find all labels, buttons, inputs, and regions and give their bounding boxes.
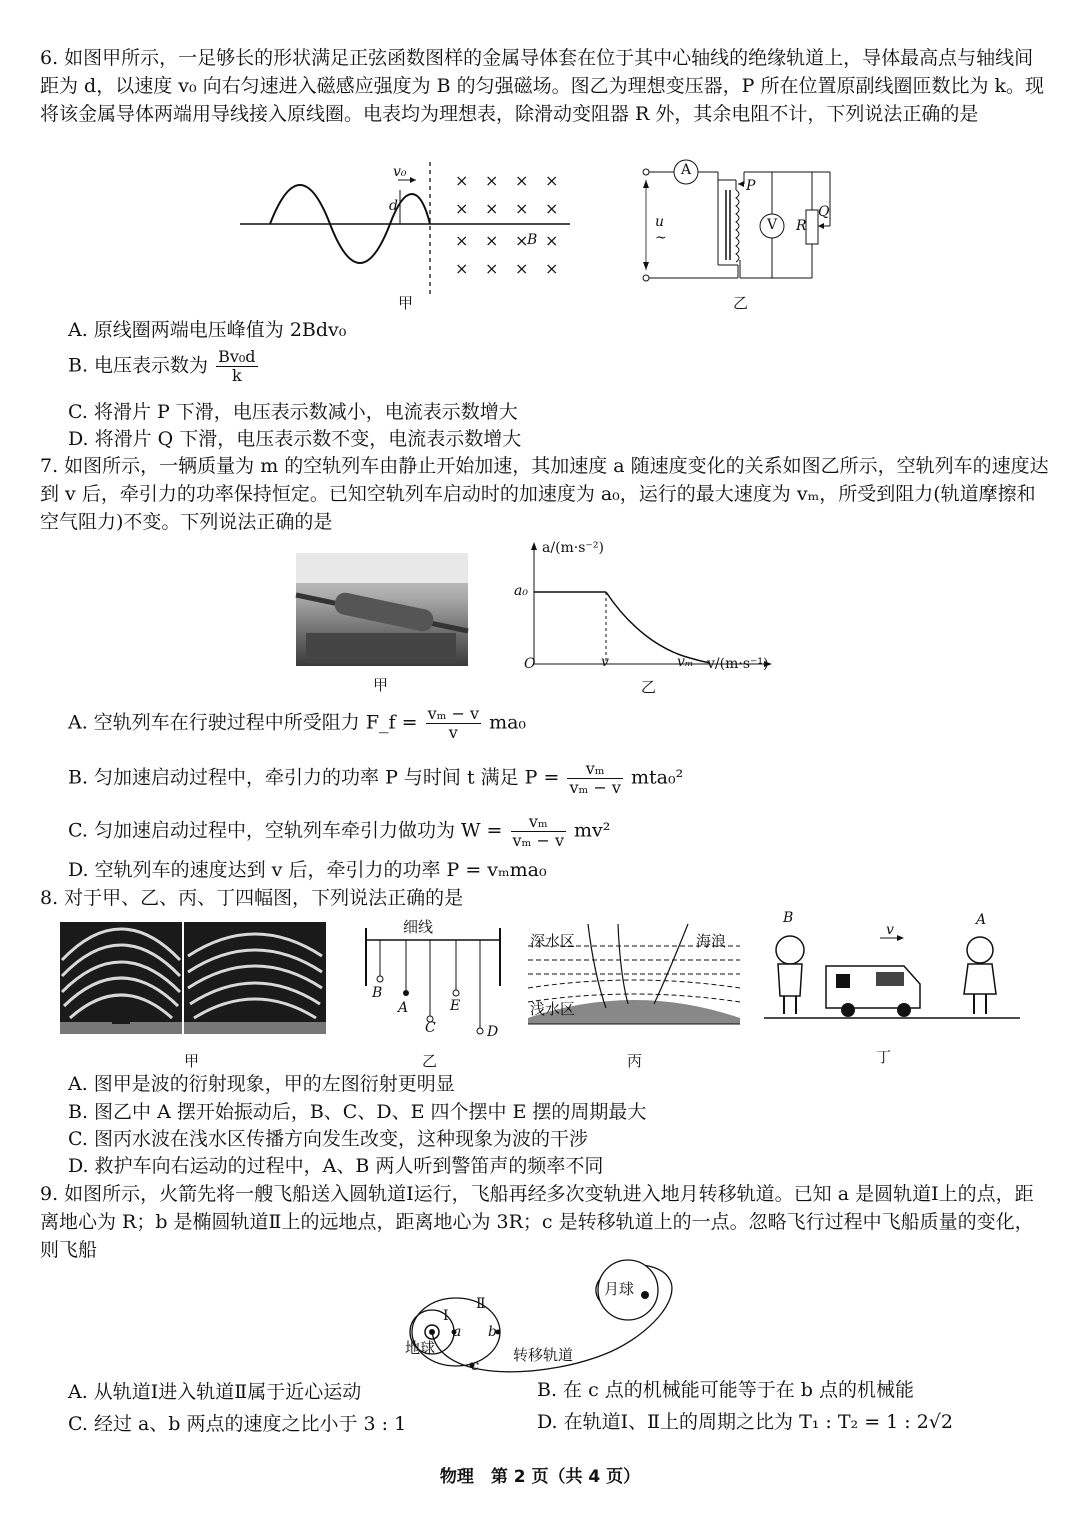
q7-option-b-text: B. 匀加速启动过程中，牵引力的功率 P 与时间 t 满足 P =: [68, 766, 560, 789]
q6-Q-label: Q: [818, 204, 830, 220]
q8-ding-v-label: v: [886, 922, 894, 938]
q8-jia-caption: 甲: [184, 1052, 200, 1070]
q6-stem: 6. 如图甲所示，一足够长的形状满足正弦函数图样的金属导体套在位于其中心轴线的绝缘轨道上，导体最高点与轴线间距为 d，以速度 v₀ 向右匀速进入磁感应强度为 B 的匀强磁场。图乙为理想变压器，P 所在位置原副线圈匝数比为 k。现将该金属导体两端用导线接入原线圈。电表均为理想表，除滑动变阻器 R 外，其余电阻不计，下列说法正确的是: [40, 47, 1045, 125]
q9-point-c-label: c: [471, 1358, 479, 1374]
q8-ding-caption: 丁: [876, 1048, 892, 1066]
svg-text:×: ×: [545, 231, 559, 250]
q8-pendulum-c-label: C: [425, 1020, 436, 1036]
q7-option-a-post: ma₀: [489, 711, 527, 734]
q8-ding-a-label: A: [976, 912, 987, 928]
q7-a0-label: a₀: [514, 583, 528, 599]
q8-yi-caption: 乙: [422, 1052, 438, 1070]
q6-R-label: R: [796, 218, 807, 234]
q6-option-a: A. 原线圈两端电压峰值为 2Bdv₀: [68, 319, 347, 341]
q9-moon-label: 月球: [604, 1280, 635, 1298]
q6-jia-caption: 甲: [398, 294, 414, 312]
svg-text:×: ×: [515, 199, 529, 218]
q9-option-a: A. 从轨道Ⅰ进入轨道Ⅱ属于近心运动: [68, 1381, 362, 1403]
q8-option-c: C. 图丙水波在浅水区传播方向发生改变，这种现象为波的干涉: [68, 1128, 588, 1150]
q6-jia-d-label: d: [389, 198, 398, 214]
q6-option-c: C. 将滑片 P 下滑，电压表示数减小，电流表示数增大: [68, 401, 518, 423]
q8-bing-deep-label: 深水区: [530, 932, 576, 950]
svg-text:×: ×: [515, 171, 529, 190]
q8-option-d: D. 救护车向右运动的过程中，A、B 两人听到警笛声的频率不同: [68, 1155, 604, 1177]
q7-option-c: [68, 813, 610, 850]
q9-transfer-label: 转移轨道: [513, 1346, 574, 1364]
q8-figure-jia: [60, 922, 326, 1034]
q6-u-label: u: [655, 214, 665, 230]
q7-option-a: [68, 705, 526, 742]
q7-xlabel: v/(m·s⁻¹): [707, 656, 769, 672]
q6-option-b: [68, 348, 260, 385]
q7-option-a-fraction: [426, 705, 481, 742]
q9-option-b: B. 在 c 点的机械能可能等于在 b 点的机械能: [537, 1379, 915, 1401]
q7-train-photo: [296, 553, 468, 666]
q7-option-c-den: vₘ − v: [512, 831, 564, 850]
q7-option-b: [68, 760, 683, 797]
q8-bing-shallow-label: 浅水区: [530, 1000, 576, 1018]
q7-v-label: v: [601, 654, 609, 670]
q6-option-b-den: k: [231, 366, 242, 385]
q8-ding-b-label: B: [783, 910, 794, 926]
q7-option-c-num: vₘ: [511, 813, 566, 832]
q9-point-b-label: b: [488, 1324, 497, 1340]
q7-origin-label: O: [524, 656, 536, 672]
q7-option-c-fraction: [511, 813, 566, 850]
q8-pendulum-a-label: A: [398, 1000, 409, 1016]
q9-earth-label: 地球: [405, 1339, 436, 1357]
q9-orbit-II-label: Ⅱ: [476, 1296, 486, 1312]
q9-stem: 9. 如图所示，火箭先将一艘飞船送入圆轨道Ⅰ运行，飞船再经多次变轨进入地月转移轨道。已知 a 是圆轨道Ⅰ上的点，距离地心为 R；b 是椭圆轨道Ⅱ上的远地点，距离地心为 3R；c 是转移轨道上的一点。忽略飞行过程中飞船质量的变化，则飞船: [40, 1183, 1034, 1261]
q8-pendulum-d-label: D: [487, 1024, 499, 1040]
q7-yi-caption: 乙: [641, 678, 657, 696]
q7-option-b-fraction: [567, 760, 622, 797]
q8-option-b: B. 图乙中 A 摆开始振动后，B、C、D、E 四个摆中 E 摆的周期最大: [68, 1101, 647, 1123]
svg-text:×: ×: [545, 171, 559, 190]
q8-pendulum-b-label: B: [372, 985, 383, 1001]
svg-text:×: ×: [455, 259, 469, 278]
q7-option-d: D. 空轨列车的速度达到 v 后，牵引力的功率 P = vₘma₀: [68, 859, 547, 881]
q7-vm-label: vₘ: [677, 654, 694, 670]
q6-tilde-label: ~: [655, 230, 667, 246]
q6-ammeter-label: A: [681, 162, 692, 178]
q6-jia-B-label: B: [527, 232, 538, 248]
svg-text:×: ×: [455, 171, 469, 190]
q6-option-b-text: B. 电压表示数为: [68, 354, 209, 377]
q7-ylabel: a/(m·s⁻²): [542, 540, 604, 556]
q6-voltmeter-label: V: [767, 217, 778, 233]
q7-option-a-num: vₘ − v: [427, 704, 480, 723]
svg-text:×: ×: [515, 231, 529, 250]
q9-point-a-label: a: [453, 1324, 462, 1340]
q9-option-d: D. 在轨道Ⅰ、Ⅱ上的周期之比为 T₁ : T₂ = 1 : 2√2: [537, 1411, 954, 1433]
svg-text:×: ×: [485, 171, 499, 190]
svg-text:×: ×: [455, 199, 469, 218]
svg-text:×: ×: [455, 231, 469, 250]
q7-option-c-text: C. 匀加速启动过程中，空轨列车牵引力做功为 W =: [68, 819, 503, 842]
q7-stem: 7. 如图所示，一辆质量为 m 的空轨列车由静止开始加速，其加速度 a 随速度变化的关系如图乙所示，空轨列车的速度达到 v 后，牵引力的功率保持恒定。已知空轨列车启动时的加速度为 a₀，运行的最大速度为 vₘ，所受到阻力(轨道摩擦和空气阻力)不变。下列说法正确的是: [40, 455, 1049, 533]
q9-option-c: C. 经过 a、b 两点的速度之比小于 3 : 1: [68, 1413, 407, 1435]
svg-text:×: ×: [545, 199, 559, 218]
q7-graph: [520, 540, 780, 670]
svg-text:×: ×: [485, 259, 499, 278]
page-footer: 物理 第 2 页（共 4 页）: [439, 1467, 641, 1487]
svg-text:×: ×: [485, 199, 499, 218]
q8-bing-waves-label: 海浪: [696, 932, 727, 950]
q8-bing-caption: 丙: [627, 1052, 643, 1070]
svg-text:×: ×: [545, 259, 559, 278]
q7-option-b-num: vₘ: [567, 760, 622, 779]
q7-option-b-den: vₘ − v: [569, 778, 621, 797]
q7-option-a-den: v: [448, 723, 458, 742]
q7-option-c-post: mv²: [574, 819, 611, 842]
q8-yi-thread-label: 细线: [403, 918, 434, 936]
q7-option-b-post: mta₀²: [630, 766, 684, 789]
q6-P-label: P: [746, 178, 756, 194]
q6-jia-v0-label: v₀: [393, 164, 407, 180]
svg-text:×: ×: [485, 231, 499, 250]
q8-option-a: A. 图甲是波的衍射现象，甲的左图衍射更明显: [68, 1073, 455, 1095]
q6-option-b-fraction: [216, 348, 257, 385]
q7-option-a-text: A. 空轨列车在行驶过程中所受阻力 F_f =: [68, 711, 418, 734]
svg-text:×: ×: [515, 259, 529, 278]
q9-orbit-I-label: Ⅰ: [443, 1308, 449, 1324]
q6-option-b-num: Bv₀d: [218, 347, 256, 366]
q6-option-d: D. 将滑片 Q 下滑，电压表示数不变，电流表示数增大: [68, 428, 522, 450]
q8-stem: 8. 对于甲、乙、丙、丁四幅图，下列说法正确的是: [40, 887, 464, 909]
q8-pendulum-e-label: E: [450, 998, 461, 1014]
q7-jia-caption: 甲: [373, 676, 389, 694]
q6-yi-caption: 乙: [733, 294, 749, 312]
